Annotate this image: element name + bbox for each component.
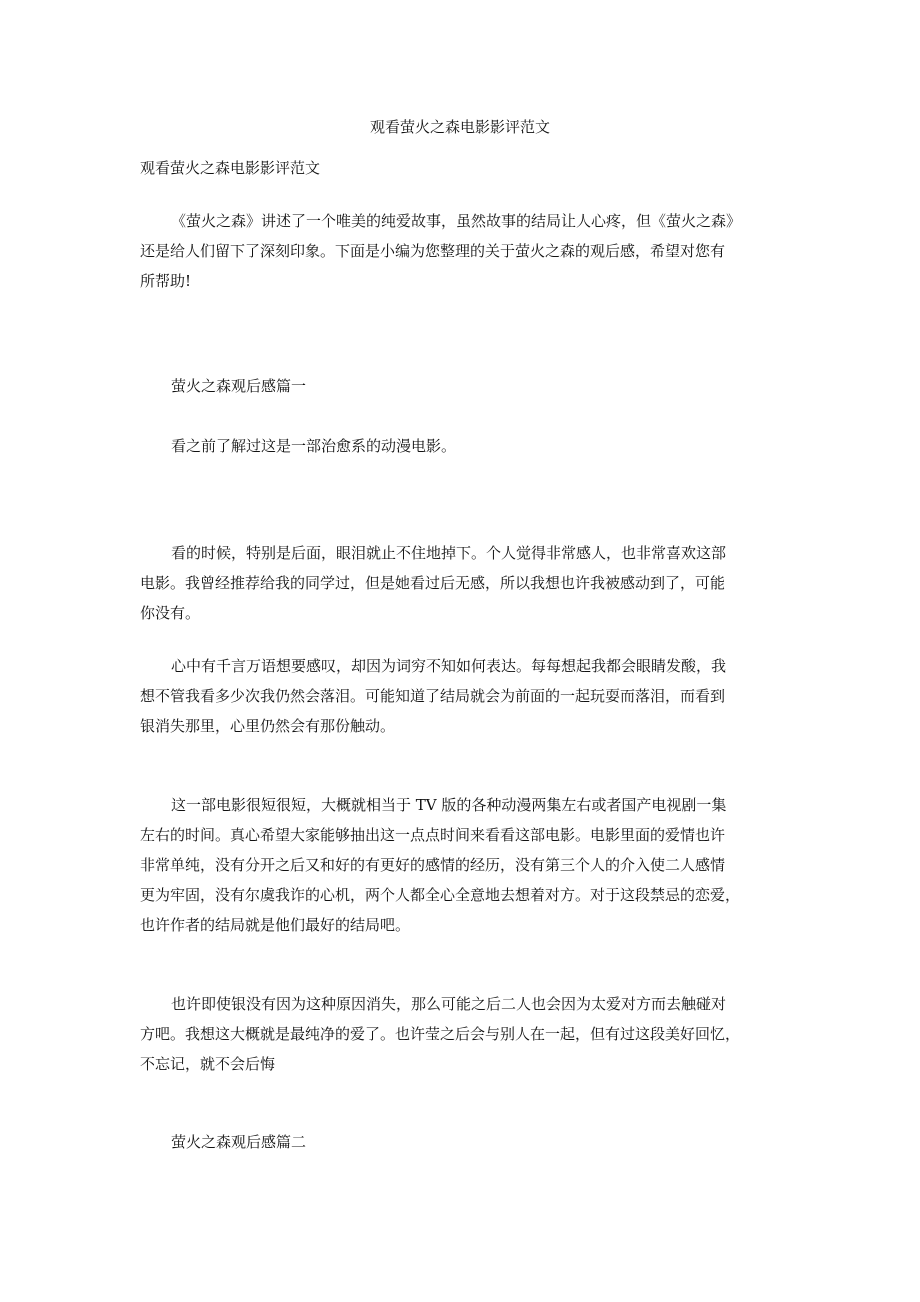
text-line: 方吧。我想这大概就是最纯净的爱了。也许莹之后会与别人在一起，但有过这段美好回忆，	[140, 1025, 741, 1043]
paragraph-4	[140, 790, 820, 940]
paragraph-2	[140, 538, 820, 628]
text-line: 电影。我曾经推荐给我的同学过，但是她看过后无感，所以我想也许我被感动到了，可能	[140, 574, 726, 592]
text-line: 《萤火之森》讲述了一个唯美的纯爱故事，虽然故事的结局让人心疼，但《萤火之森》	[171, 212, 742, 230]
text-line: 不忘记，就不会后悔	[140, 1055, 276, 1073]
text-line: 银消失那里，心里仍然会有那份触动。	[140, 717, 396, 735]
paragraph-5	[140, 989, 820, 1079]
text-line: 看的时候，特别是后面，眼泪就止不住地掉下。个人觉得非常感人，也非常喜欢这部	[171, 544, 727, 562]
text-line: 你没有。	[140, 604, 201, 622]
text-line: 所帮助!	[140, 272, 192, 290]
text-line: 心中有千言万语想要感叹，却因为词穷不知如何表达。每每想起我都会眼睛发酸，我	[171, 657, 727, 675]
section-heading-1: 萤火之森观后感篇一	[171, 377, 307, 395]
text-line: 看之前了解过这是一部治愈系的动漫电影。	[171, 437, 457, 455]
paragraph-1	[140, 431, 820, 461]
text-line: 还是给人们留下了深刻印象。下面是小编为您整理的关于萤火之森的观后感，希望对您有	[140, 242, 726, 260]
text-line: 更为牢固，没有尔虞我诈的心机，两个人都全心全意地去想着对方。对于这段禁忌的恋爱，	[140, 886, 741, 904]
text-line: 也许即使银没有因为这种原因消失，那么可能之后二人也会因为太爱对方而去触碰对	[171, 995, 727, 1013]
document-title: 观看萤火之森电影影评范文	[369, 118, 550, 136]
text-line: 想不管我看多少次我仍然会落泪。可能知道了结局就会为前面的一起玩耍而落泪，而看到	[140, 687, 726, 705]
intro-paragraph	[140, 206, 820, 296]
text-line: 左右的时间。真心希望大家能够抽出这一点点时间来看看这部电影。电影里面的爱情也许	[140, 826, 726, 844]
document-subtitle: 观看萤火之森电影影评范文	[140, 159, 321, 177]
paragraph-3	[140, 651, 820, 741]
text-line: 非常单纯，没有分开之后又和好的有更好的感情的经历，没有第三个人的介入使二人感情	[140, 856, 726, 874]
text-line: 也许作者的结局就是他们最好的结局吧。	[140, 916, 411, 934]
section-heading-2: 萤火之森观后感篇二	[171, 1133, 307, 1151]
text-line: 这一部电影很短很短，大概就相当于 TV 版的各种动漫两集左右或者国产电视剧一集	[171, 796, 727, 814]
